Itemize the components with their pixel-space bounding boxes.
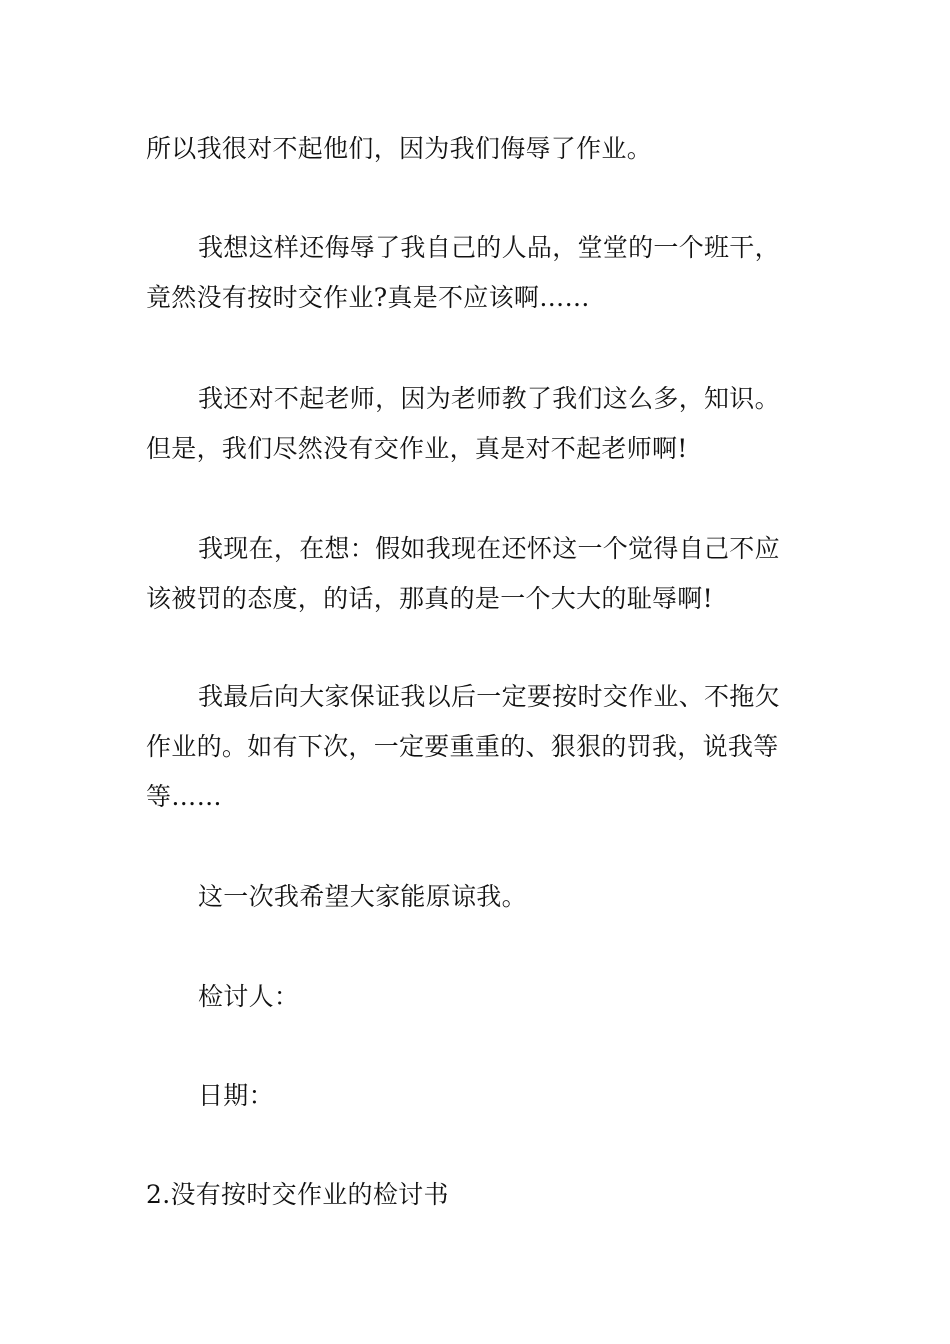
paragraph-line: 我想这样还侮辱了我自己的人品，堂堂的一个班干，	[198, 233, 780, 262]
paragraph-6	[146, 872, 810, 922]
paragraph-line: 我现在，在想：假如我现在还怀这一个觉得自己不应	[198, 534, 780, 563]
paragraph-2	[146, 223, 810, 323]
paragraph-line: 2.没有按时交作业的检讨书	[146, 1180, 449, 1209]
paragraph-line: 竟然没有按时交作业?真是不应该啊……	[146, 283, 590, 312]
paragraph-line: 但是，我们尽然没有交作业，真是对不起老师啊!	[146, 434, 688, 463]
paragraph-line: 日期：	[198, 1081, 274, 1110]
date-label	[146, 1071, 810, 1121]
paragraph-3	[146, 374, 810, 474]
paragraph-line: 我最后向大家保证我以后一定要按时交作业、不拖欠	[198, 682, 780, 711]
paragraph-4	[146, 524, 810, 624]
paragraph-line: 这一次我希望大家能原谅我。	[198, 882, 527, 911]
paragraph-line: 检讨人：	[198, 982, 300, 1011]
paragraph-line: 作业的。如有下次，一定要重重的、狠狠的罚我，说我等	[146, 732, 779, 761]
paragraph-line: 该被罚的态度，的话，那真的是一个大大的耻辱啊!	[146, 584, 713, 613]
paragraph-5	[146, 672, 810, 822]
paragraph-line: 等……	[146, 782, 222, 811]
paragraph-line: 所以我很对不起他们，因为我们侮辱了作业。	[146, 134, 653, 163]
paragraph-line: 我还对不起老师，因为老师教了我们这么多，知识。	[198, 384, 780, 413]
section-heading	[146, 1170, 810, 1220]
paragraph-1	[146, 124, 810, 174]
signer-label	[146, 972, 810, 1022]
